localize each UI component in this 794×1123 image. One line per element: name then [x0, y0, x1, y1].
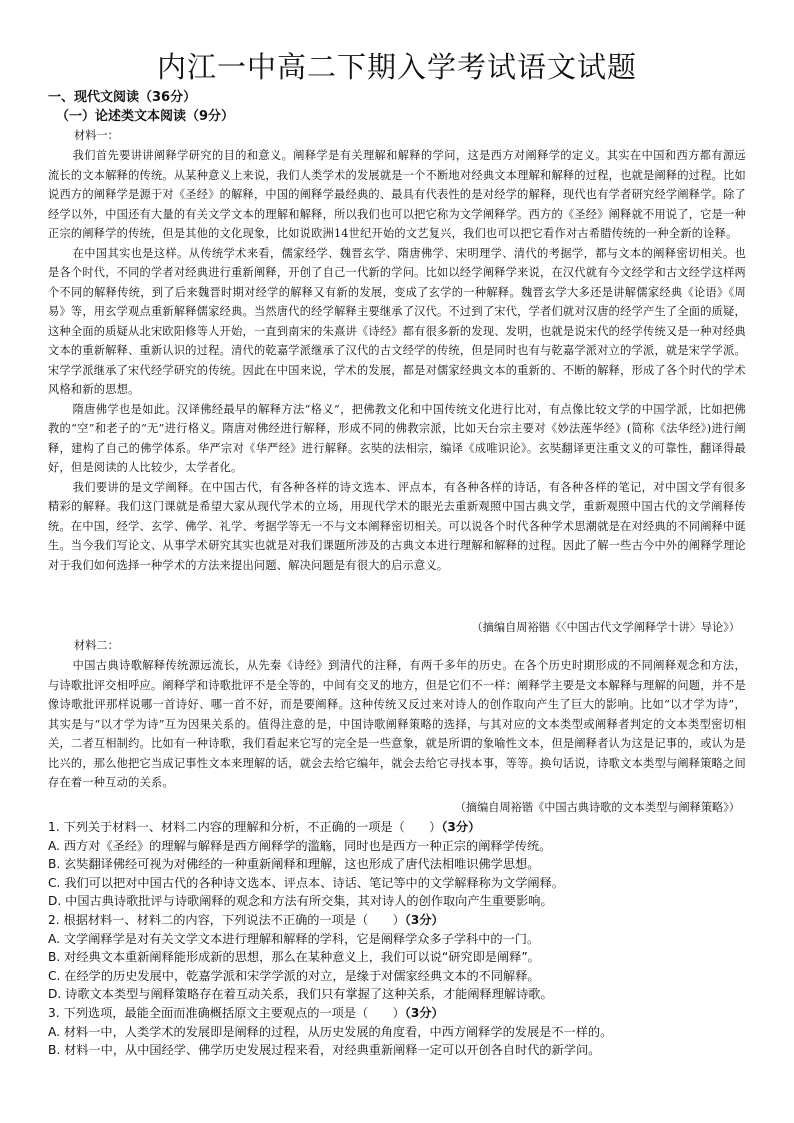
- material-one-source: （摘编自周裕锴《〈中国古代文学阐释学十讲〉导论》）: [471, 621, 740, 634]
- answer-option: A. 材料一中，人类学术的发展即是阐释的过程，从历史发展的角度看，中西方阐释学的发展是不一样的。: [48, 1024, 613, 1039]
- material-two-source: （摘编自周裕锴《中国古典诗歌的文本类型与阐释策略》）: [454, 801, 740, 814]
- question-text: 2. 根据材料一、材料二的内容，下列说法不正确的一项是（ ）: [48, 912, 405, 927]
- material-two-text: [48, 656, 746, 793]
- question-points: （3分）: [441, 820, 481, 834]
- answer-option: D. 诗歌文本类型与阐释策略存在着互动关系，我们只有掌握了这种关系，才能阐释理解诗歌。: [48, 987, 553, 1002]
- page-title: 内江一中高二下期入学考试语文试题: [156, 50, 637, 84]
- material-one-text: [48, 146, 746, 575]
- material-one-paragraph: 我们首先要讲讲阐释学研究的目的和意义。阐释学是有关理解和解释的学问，这是西方对阐释学的定义。其实在中国和西方都有源远流长的文本解释的传统。从某种意义上来说，我们人类学术的发展就是一个不断地对经典文本理解和解释的过程，也就是阐释的过程。比如说西方的阐释学是源于对《圣经》的解释，中国的阐释学最经典的、最具有代表性的是对经学的解释，现代也有学者研究经学阐释学。除了经学以外，中国还有大量的有关文学文本的理解和解释，所以我们也可以把它称为文学阐释学。西方的《圣经》阐释就不用说了，它是一种正宗的阐释学的传统，但是其他的文化现象，比如说欧洲14世纪开始的文艺复兴，我们也可以把它看作对古希腊传统的一种全新的诠释。: [48, 149, 746, 240]
- answer-option: B. 对经典文本重新阐释能形成新的思想，那么在某种意义上，我们可以说“研究即是阐释”。: [48, 950, 540, 965]
- material-one-paragraph: 隋唐佛学也是如此。汉译佛经最早的解释方法“格义”，把佛教文化和中国传统文化进行比对，有点像比较文学的中国学派，比如把佛教的“空”和老子的“无”进行格义。隋唐对佛经进行解释，形成不同的佛教宗派，比如天台宗主要对《妙法莲华经》(简称《法华经》)进行阐释，建构了自己的佛学体系。华严宗对《华严经》进行解释。玄奘的法相宗，编译《成唯识论》。玄奘翻译更注重文义的可靠性，翻译得最好，但是阅读的人比较少，太学者化。: [48, 402, 746, 474]
- answer-option: D. 中国古典诗歌批评与诗歌阐释的观念和方法有所交集，其对诗人的创作取向产生重要影响。: [48, 894, 553, 909]
- question-points: （3分）: [404, 1005, 444, 1020]
- question-list: [48, 818, 748, 1060]
- section-heading: 一、现代文阅读（36分）: [48, 90, 197, 105]
- answer-option: A. 文学阐释学是对有关文学文本进行理解和解释的学科，它是阐释学众多子学科中的一门。: [48, 931, 540, 946]
- material-two-paragraph: 中国古典诗歌解释传统源远流长，从先秦《诗经》到清代的注释，有两千多年的历史。在各个历史时期形成的不同阐释观念和方法，与诗歌批评交相呼应。阐释学和诗歌批评不是全等的，中间有交叉的地方，但是它们不一样：阐释学主要是文本解释与理解的问题，并不是像诗歌批评那样说哪一首诗好、哪一首不好，而是要阐释。这种传统又反过来对诗人的创作取向产生了巨大的影响。比如“以才学为诗”，其实是与“以才学为诗”互为因果关系的。值得注意的是，中国诗歌阐释策略的选择，与其对应的文本类型或阐释者判定的文本类型密切相关，二者互相制约。比如有一种诗歌，我们看起来它写的完全是一些意象，就是所谓的象喻性文本，但是阐释者认为这是记事的，或认为是比兴的，那么他把它当成记事性文本来理解的话，就会去给它编年，就会去给它寻找本事，等等。换句话说，诗歌文本类型与阐释策略之间存在着一种互动的关系。: [48, 659, 746, 789]
- question-points: （3分）: [404, 912, 444, 927]
- material-one-paragraph: 我们要讲的是文学阐释。在中国古代，有各种各样的诗文选本、评点本，有各种各样的诗话，有各种各样的笔记，对中国文学有很多精彩的解释。我们这门课就是希望大家从现代学术的立场，用现代学术的眼光去重新观照中国古典文学，重新观照中国古代的文学阐释传统。在中国，经学、玄学、佛学、礼学、考据学等无一不与文本阐释密切相关。可以说各个时代各种学术思潮就是在对经典的不同阐释中诞生。当今我们写论文、从事学术研究其实也就是对我们课题所涉及的古典文本进行理解和解释的过程。因此了解一些古今中外的阐释学理论对于我们如何选择一种学术的方法来提出问题、解决问题是有很大的启示意义。: [48, 480, 746, 572]
- subsection-heading: （一）论述类文本阅读（9分）: [56, 109, 235, 124]
- material-one-label: 材料一：: [74, 129, 119, 142]
- answer-option: B. 玄奘翻译佛经可视为对佛经的一种重新阐释和理解，这也形成了唐代法相唯识佛学思想。: [48, 857, 540, 872]
- material-two-label: 材料二：: [74, 639, 119, 652]
- question-text: 3. 下列选项，最能全面而准确概括原文主要观点的一项是（ ）: [48, 1005, 405, 1020]
- answer-option: C. 我们可以把对中国古代的各种诗文选本、评点本、诗话、笔记等中的文学解释称为文学阐释。: [48, 875, 564, 890]
- material-one-paragraph: 在中国其实也是这样。从传统学术来看，儒家经学、魏晋玄学、隋唐佛学、宋明理学、清代的考据学，都与文本的阐释密切相关。也是各个时代，不同的学者对经典进行重新阐释，开创了自己一代新的学问。比如以经学阐释学来说，在汉代就有今文经学和古文经学这样两个不同的解释传统，到了后来魏晋时期对经学的解释又有新的发展，变成了玄学的一种解释。魏晋玄学大多还是讲解儒家经典《论语》《周易》等，用玄学观点重新解释儒家经典。当然唐代的经学解释主要继承了汉代。不过到了宋代，学者们就对汉唐的经学产生了全面的质疑，这种全面的质疑从北宋欧阳修等人开始，一直到南宋的朱熹讲《诗经》都有很多新的发现、发明，也就是说宋代的经学传统又是一种对经典文本的重新解释、重新认识的过程。清代的乾嘉学派继承了汉代的古文经学的传统，但是同时也有与乾嘉学派对立的学派，就是宋学学派。宋学学派继承了宋代经学研究的传统。因此在中国来说，学术的发展，都是对儒家经典文本的重新的、不断的解释，形成了各个时代的学术风格和新的思想。: [48, 246, 746, 396]
- question-stem: [48, 818, 748, 837]
- answer-option: C. 在经学的历史发展中，乾嘉学派和宋学学派的对立，是缘于对儒家经典文本的不同解释。: [48, 968, 540, 983]
- question-stem: [48, 1004, 748, 1023]
- question-stem: [48, 911, 748, 930]
- question-text: 1. 下列关于材料一、材料二内容的理解和分析，不正确的一项是（ ）: [48, 820, 442, 834]
- answer-option: A. 西方对《圣经》的理解与解释是西方阐释学的滥觞，同时也是西方一种正宗的阐释学传统。: [48, 838, 552, 853]
- answer-option: B. 材料一中，从中国经学、佛学历史发展过程来看，对经典重新阐释一定可以开创各自时代的新学问。: [48, 1043, 601, 1058]
